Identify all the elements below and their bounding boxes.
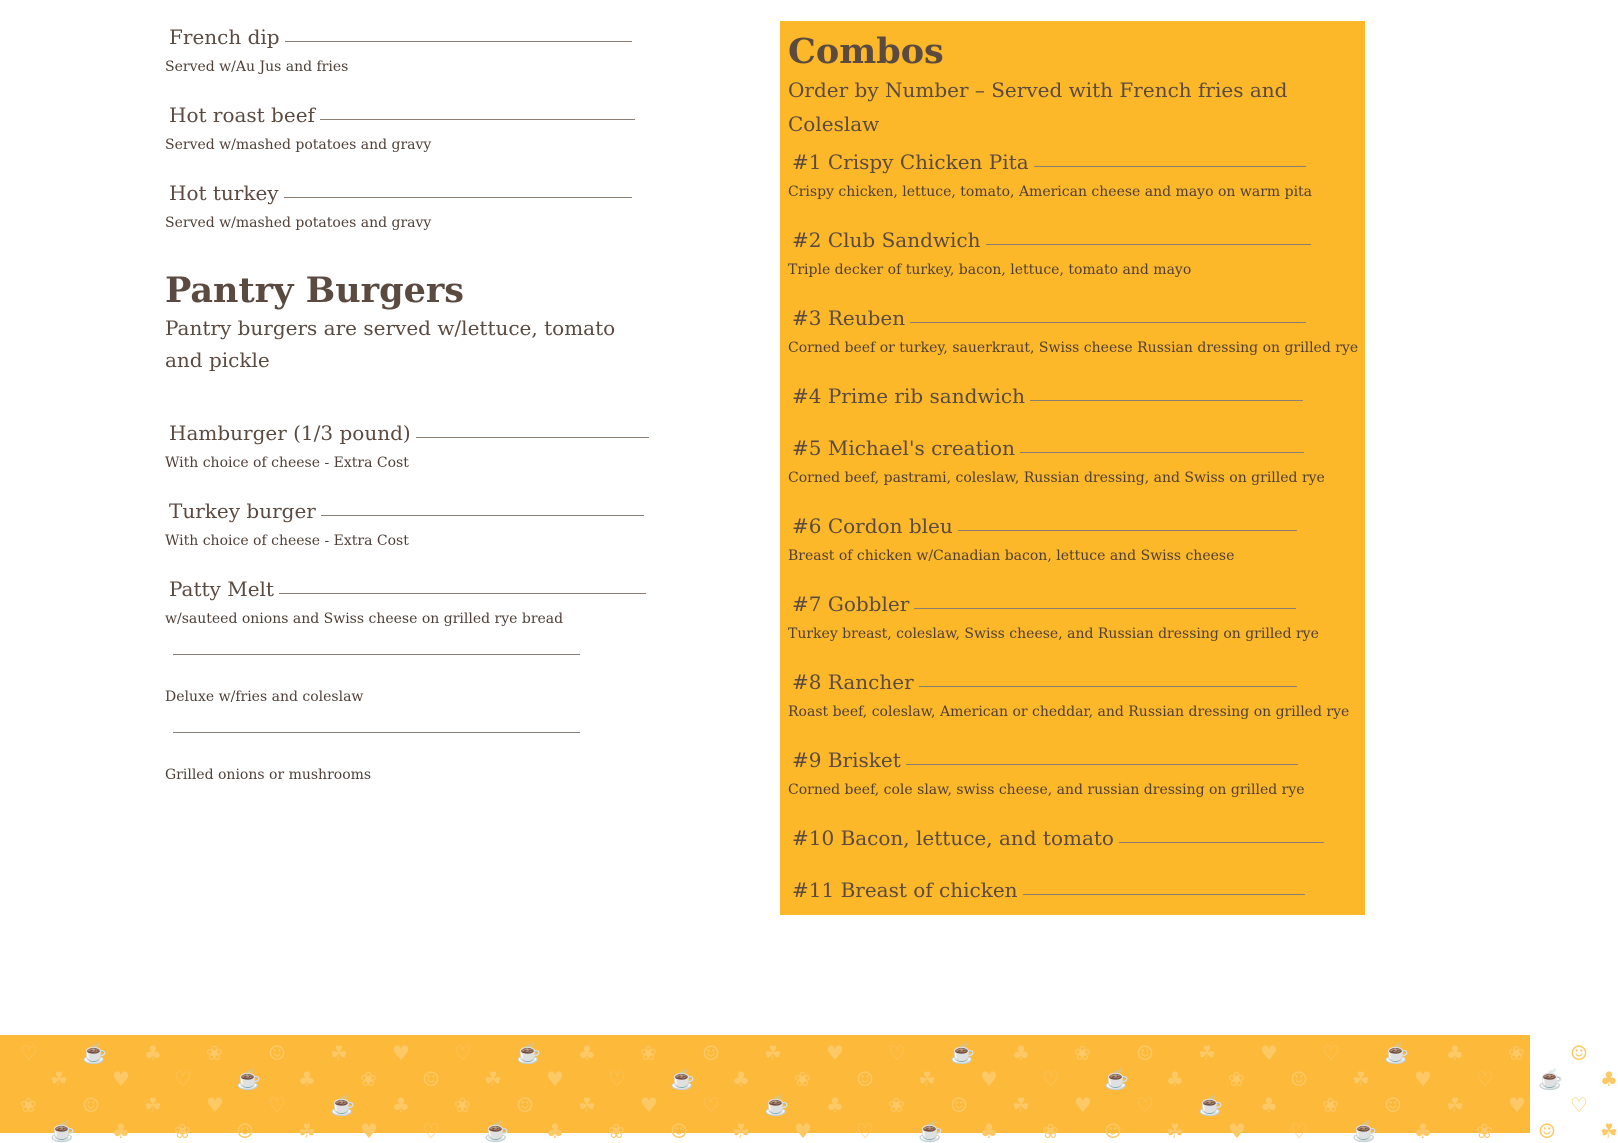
- food-doodle-icon: ☺: [950, 1093, 968, 1117]
- price-leader-line: [914, 608, 1296, 609]
- food-doodle-icon: ❀: [888, 1093, 905, 1117]
- food-doodle-icon: ❀: [1322, 1093, 1339, 1117]
- item-description: Turkey breast, coleslaw, Swiss cheese, and Russian dressing on grilled rye: [788, 626, 1319, 642]
- food-doodle-icon: ♡: [268, 1093, 286, 1117]
- food-doodle-icon: ❀: [794, 1067, 811, 1091]
- food-doodle-icon: ♥: [1508, 1093, 1526, 1117]
- item-description: Breast of chicken w/Canadian bacon, lettuce and Swiss cheese: [788, 548, 1235, 564]
- food-doodle-icon: ☕: [236, 1067, 261, 1091]
- food-doodle-icon: ♣: [144, 1041, 162, 1065]
- food-doodle-icon: ♣: [298, 1067, 316, 1091]
- item-description: Triple decker of turkey, bacon, lettuce, tomato and mayo: [788, 262, 1192, 278]
- food-doodle-icon: ☺: [670, 1119, 688, 1143]
- food-doodle-icon: ♣: [826, 1093, 844, 1117]
- food-doodle-icon: ☘: [298, 1119, 316, 1143]
- item-title: #6 Cordon bleu: [792, 514, 953, 538]
- food-doodle-icon: ♣: [1446, 1041, 1464, 1065]
- food-doodle-icon: ♡: [1042, 1067, 1060, 1091]
- food-doodle-icon: ❀: [20, 1093, 37, 1117]
- item-description: Corned beef, cole slaw, swiss cheese, and russian dressing on grilled rye: [788, 782, 1305, 798]
- food-doodle-icon: ♣: [392, 1093, 410, 1117]
- food-doodle-icon: ♡: [1136, 1093, 1154, 1117]
- item-description: Served w/Au Jus and fries: [165, 59, 349, 75]
- price-leader-line: [173, 654, 580, 655]
- food-doodle-icon: ☕: [950, 1041, 975, 1065]
- food-doodle-icon: ☺: [1136, 1041, 1154, 1065]
- item-description: w/sauteed onions and Swiss cheese on grilled rye bread: [165, 611, 564, 627]
- food-doodle-icon: ♥: [826, 1041, 844, 1065]
- food-doodle-icon: ♡: [702, 1093, 720, 1117]
- food-doodle-icon: ☕: [1352, 1119, 1377, 1143]
- item-title: #9 Brisket: [792, 748, 901, 772]
- item-description: Served w/mashed potatoes and gravy: [165, 215, 432, 231]
- food-doodle-icon: ♡: [422, 1119, 440, 1143]
- food-doodle-icon: ☺: [82, 1093, 100, 1117]
- food-doodle-icon: ☺: [516, 1093, 534, 1117]
- food-doodle-icon: ♡: [1322, 1041, 1340, 1065]
- food-doodle-icon: ❀: [1042, 1119, 1059, 1143]
- item-title: Hamburger (1/3 pound): [169, 421, 411, 445]
- food-doodle-icon: ❀: [640, 1041, 657, 1065]
- food-doodle-icon: ☘: [144, 1093, 162, 1117]
- food-doodle-icon: ☺: [1384, 1093, 1402, 1117]
- food-doodle-icon: ☘: [50, 1067, 68, 1091]
- food-doodle-icon: ☘: [1600, 1119, 1618, 1143]
- food-doodle-icon: ☺: [1290, 1067, 1308, 1091]
- price-leader-line: [1034, 166, 1306, 167]
- food-doodle-icon: ♥: [392, 1041, 410, 1065]
- food-doodle-icon: ☕: [918, 1119, 943, 1143]
- food-doodle-icon: ☘: [764, 1041, 782, 1065]
- item-description: Deluxe w/fries and coleslaw: [165, 689, 364, 705]
- item-title: French dip: [169, 25, 280, 49]
- footer-band: [0, 1035, 1618, 1143]
- food-doodle-icon: ☺: [1538, 1119, 1556, 1143]
- food-doodle-icon: ☘: [1012, 1093, 1030, 1117]
- food-doodle-icon: ☘: [918, 1067, 936, 1091]
- price-leader-line: [1030, 400, 1303, 401]
- item-title: #2 Club Sandwich: [792, 228, 981, 252]
- food-doodle-icon: ♥: [980, 1067, 998, 1091]
- food-doodle-icon: ♡: [454, 1041, 472, 1065]
- food-doodle-icon: ☕: [1538, 1067, 1563, 1091]
- food-doodle-icon: ♥: [206, 1093, 224, 1117]
- food-doodle-icon: ☺: [1104, 1119, 1122, 1143]
- food-doodle-icon: ♣: [578, 1041, 596, 1065]
- food-doodle-icon: ❀: [1476, 1119, 1493, 1143]
- food-doodle-icon: ♣: [1600, 1067, 1618, 1091]
- food-doodle-icon: ☕: [484, 1119, 509, 1143]
- price-leader-line: [906, 764, 1298, 765]
- food-doodle-icon: ❀: [608, 1119, 625, 1143]
- food-doodle-icon: ☺: [702, 1041, 720, 1065]
- food-doodle-icon: ♡: [174, 1067, 192, 1091]
- item-title: #8 Rancher: [792, 670, 914, 694]
- food-doodle-icon: ♥: [546, 1067, 564, 1091]
- food-doodle-icon: ❀: [1228, 1067, 1245, 1091]
- food-doodle-icon: ☕: [1198, 1093, 1223, 1117]
- food-doodle-icon: ♣: [112, 1119, 130, 1143]
- food-doodle-icon: ❀: [1508, 1041, 1525, 1065]
- price-leader-line: [320, 119, 635, 120]
- food-doodle-icon: ❀: [454, 1093, 471, 1117]
- item-description: Served w/mashed potatoes and gravy: [165, 137, 432, 153]
- food-doodle-icon: ♡: [1290, 1119, 1308, 1143]
- price-leader-line: [279, 593, 646, 594]
- burgers-header: [165, 270, 645, 376]
- price-leader-line: [919, 686, 1297, 687]
- item-title: #10 Bacon, lettuce, and tomato: [792, 826, 1114, 850]
- food-doodle-icon: ☕: [764, 1093, 789, 1117]
- food-doodle-icon: ☺: [422, 1067, 440, 1091]
- food-doodle-icon: ❀: [1074, 1041, 1091, 1065]
- item-title: #5 Michael's creation: [792, 436, 1015, 460]
- item-description: Corned beef, pastrami, coleslaw, Russian dressing, and Swiss on grilled rye: [788, 470, 1325, 486]
- food-doodle-icon: ♣: [980, 1119, 998, 1143]
- price-leader-line: [958, 530, 1297, 531]
- price-leader-line: [986, 244, 1311, 245]
- food-doodle-icon: ♥: [1074, 1093, 1092, 1117]
- food-doodle-icon: ☕: [516, 1041, 541, 1065]
- combos-header: [788, 31, 1358, 141]
- item-title: #3 Reuben: [792, 306, 906, 330]
- food-doodle-icon: ♡: [1570, 1093, 1588, 1117]
- item-description: Grilled onions or mushrooms: [165, 767, 372, 783]
- food-doodle-icon: ♣: [1012, 1041, 1030, 1065]
- food-doodle-icon: ☕: [670, 1067, 695, 1091]
- food-doodle-icon: ☘: [1352, 1067, 1370, 1091]
- food-doodle-icon: ♥: [1228, 1119, 1246, 1143]
- food-doodle-icon: ♥: [1260, 1041, 1278, 1065]
- food-doodle-icon: ♡: [888, 1041, 906, 1065]
- food-doodle-icon: ♣: [546, 1119, 564, 1143]
- food-doodle-icon: ♣: [1166, 1067, 1184, 1091]
- item-description: Roast beef, coleslaw, American or cheddar, and Russian dressing on grilled rye: [788, 704, 1350, 720]
- item-description: With choice of cheese - Extra Cost: [165, 533, 409, 549]
- item-title: Patty Melt: [169, 577, 274, 601]
- food-doodle-icon: ☕: [1104, 1067, 1129, 1091]
- food-doodle-icon: ♥: [640, 1093, 658, 1117]
- food-doodle-icon: ☕: [330, 1093, 355, 1117]
- food-doodle-icon: ❀: [174, 1119, 191, 1143]
- item-description: Corned beef or turkey, sauerkraut, Swiss cheese Russian dressing on grilled rye: [788, 340, 1359, 356]
- price-leader-line: [416, 437, 649, 438]
- price-leader-line: [284, 197, 632, 198]
- item-title: #4 Prime rib sandwich: [792, 384, 1025, 408]
- food-doodle-icon: ☕: [82, 1041, 107, 1065]
- food-doodle-icon: ☘: [1198, 1041, 1216, 1065]
- section-heading: Pantry Burgers: [165, 270, 464, 311]
- price-leader-line: [321, 515, 644, 516]
- section-subtitle: Pantry burgers are served w/lettuce, tomato and pickle: [165, 316, 616, 372]
- food-doodle-icon: ☘: [1446, 1093, 1464, 1117]
- price-leader-line: [1020, 452, 1304, 453]
- food-doodle-icon: ☘: [732, 1119, 750, 1143]
- food-doodle-icon: ❀: [206, 1041, 223, 1065]
- item-title: #7 Gobbler: [792, 592, 910, 616]
- food-doodle-icon: ♥: [794, 1119, 812, 1143]
- food-doodle-icon: ♣: [1260, 1093, 1278, 1117]
- price-leader-line: [910, 322, 1306, 323]
- section-heading: Combos: [788, 31, 944, 72]
- food-doodle-icon: ♡: [20, 1041, 38, 1065]
- item-title: Turkey burger: [169, 499, 316, 523]
- food-doodle-icon: ♡: [1476, 1067, 1494, 1091]
- price-leader-line: [173, 732, 580, 733]
- food-doodle-icon: ♥: [360, 1119, 378, 1143]
- item-title: #11 Breast of chicken: [792, 878, 1018, 902]
- item-description: Crispy chicken, lettuce, tomato, American cheese and mayo on warm pita: [788, 184, 1313, 200]
- price-leader-line: [285, 41, 632, 42]
- food-doodle-icon: ☺: [856, 1067, 874, 1091]
- food-doodle-icon: ♥: [1414, 1067, 1432, 1091]
- food-doodle-icon: ♡: [608, 1067, 626, 1091]
- food-doodle-icon: ♣: [732, 1067, 750, 1091]
- food-doodle-icon: ♥: [112, 1067, 130, 1091]
- food-doodle-icon: ☘: [484, 1067, 502, 1091]
- price-leader-line: [1023, 894, 1305, 895]
- item-title: Hot roast beef: [169, 103, 315, 127]
- food-doodle-icon: ☕: [1384, 1041, 1409, 1065]
- section-subtitle: Order by Number – Served with French fries and Coleslaw: [788, 78, 1288, 136]
- item-title: #1 Crispy Chicken Pita: [792, 150, 1029, 174]
- food-doodle-icon: ☕: [50, 1119, 75, 1143]
- price-leader-line: [1119, 842, 1324, 843]
- item-description: With choice of cheese - Extra Cost: [165, 455, 409, 471]
- food-doodle-icon: ☺: [236, 1119, 254, 1143]
- food-doodle-icon: ♣: [1414, 1119, 1432, 1143]
- food-doodle-icon: ♡: [856, 1119, 874, 1143]
- food-doodle-icon: ☘: [1166, 1119, 1184, 1143]
- food-doodle-icon: ☘: [578, 1093, 596, 1117]
- combos-panel: [780, 21, 1365, 915]
- food-doodle-icon: ☺: [1570, 1041, 1588, 1065]
- food-doodle-icon: ❀: [360, 1067, 377, 1091]
- food-doodle-icon: ☘: [330, 1041, 348, 1065]
- item-title: Hot turkey: [169, 181, 279, 205]
- food-doodle-icon: ☺: [268, 1041, 286, 1065]
